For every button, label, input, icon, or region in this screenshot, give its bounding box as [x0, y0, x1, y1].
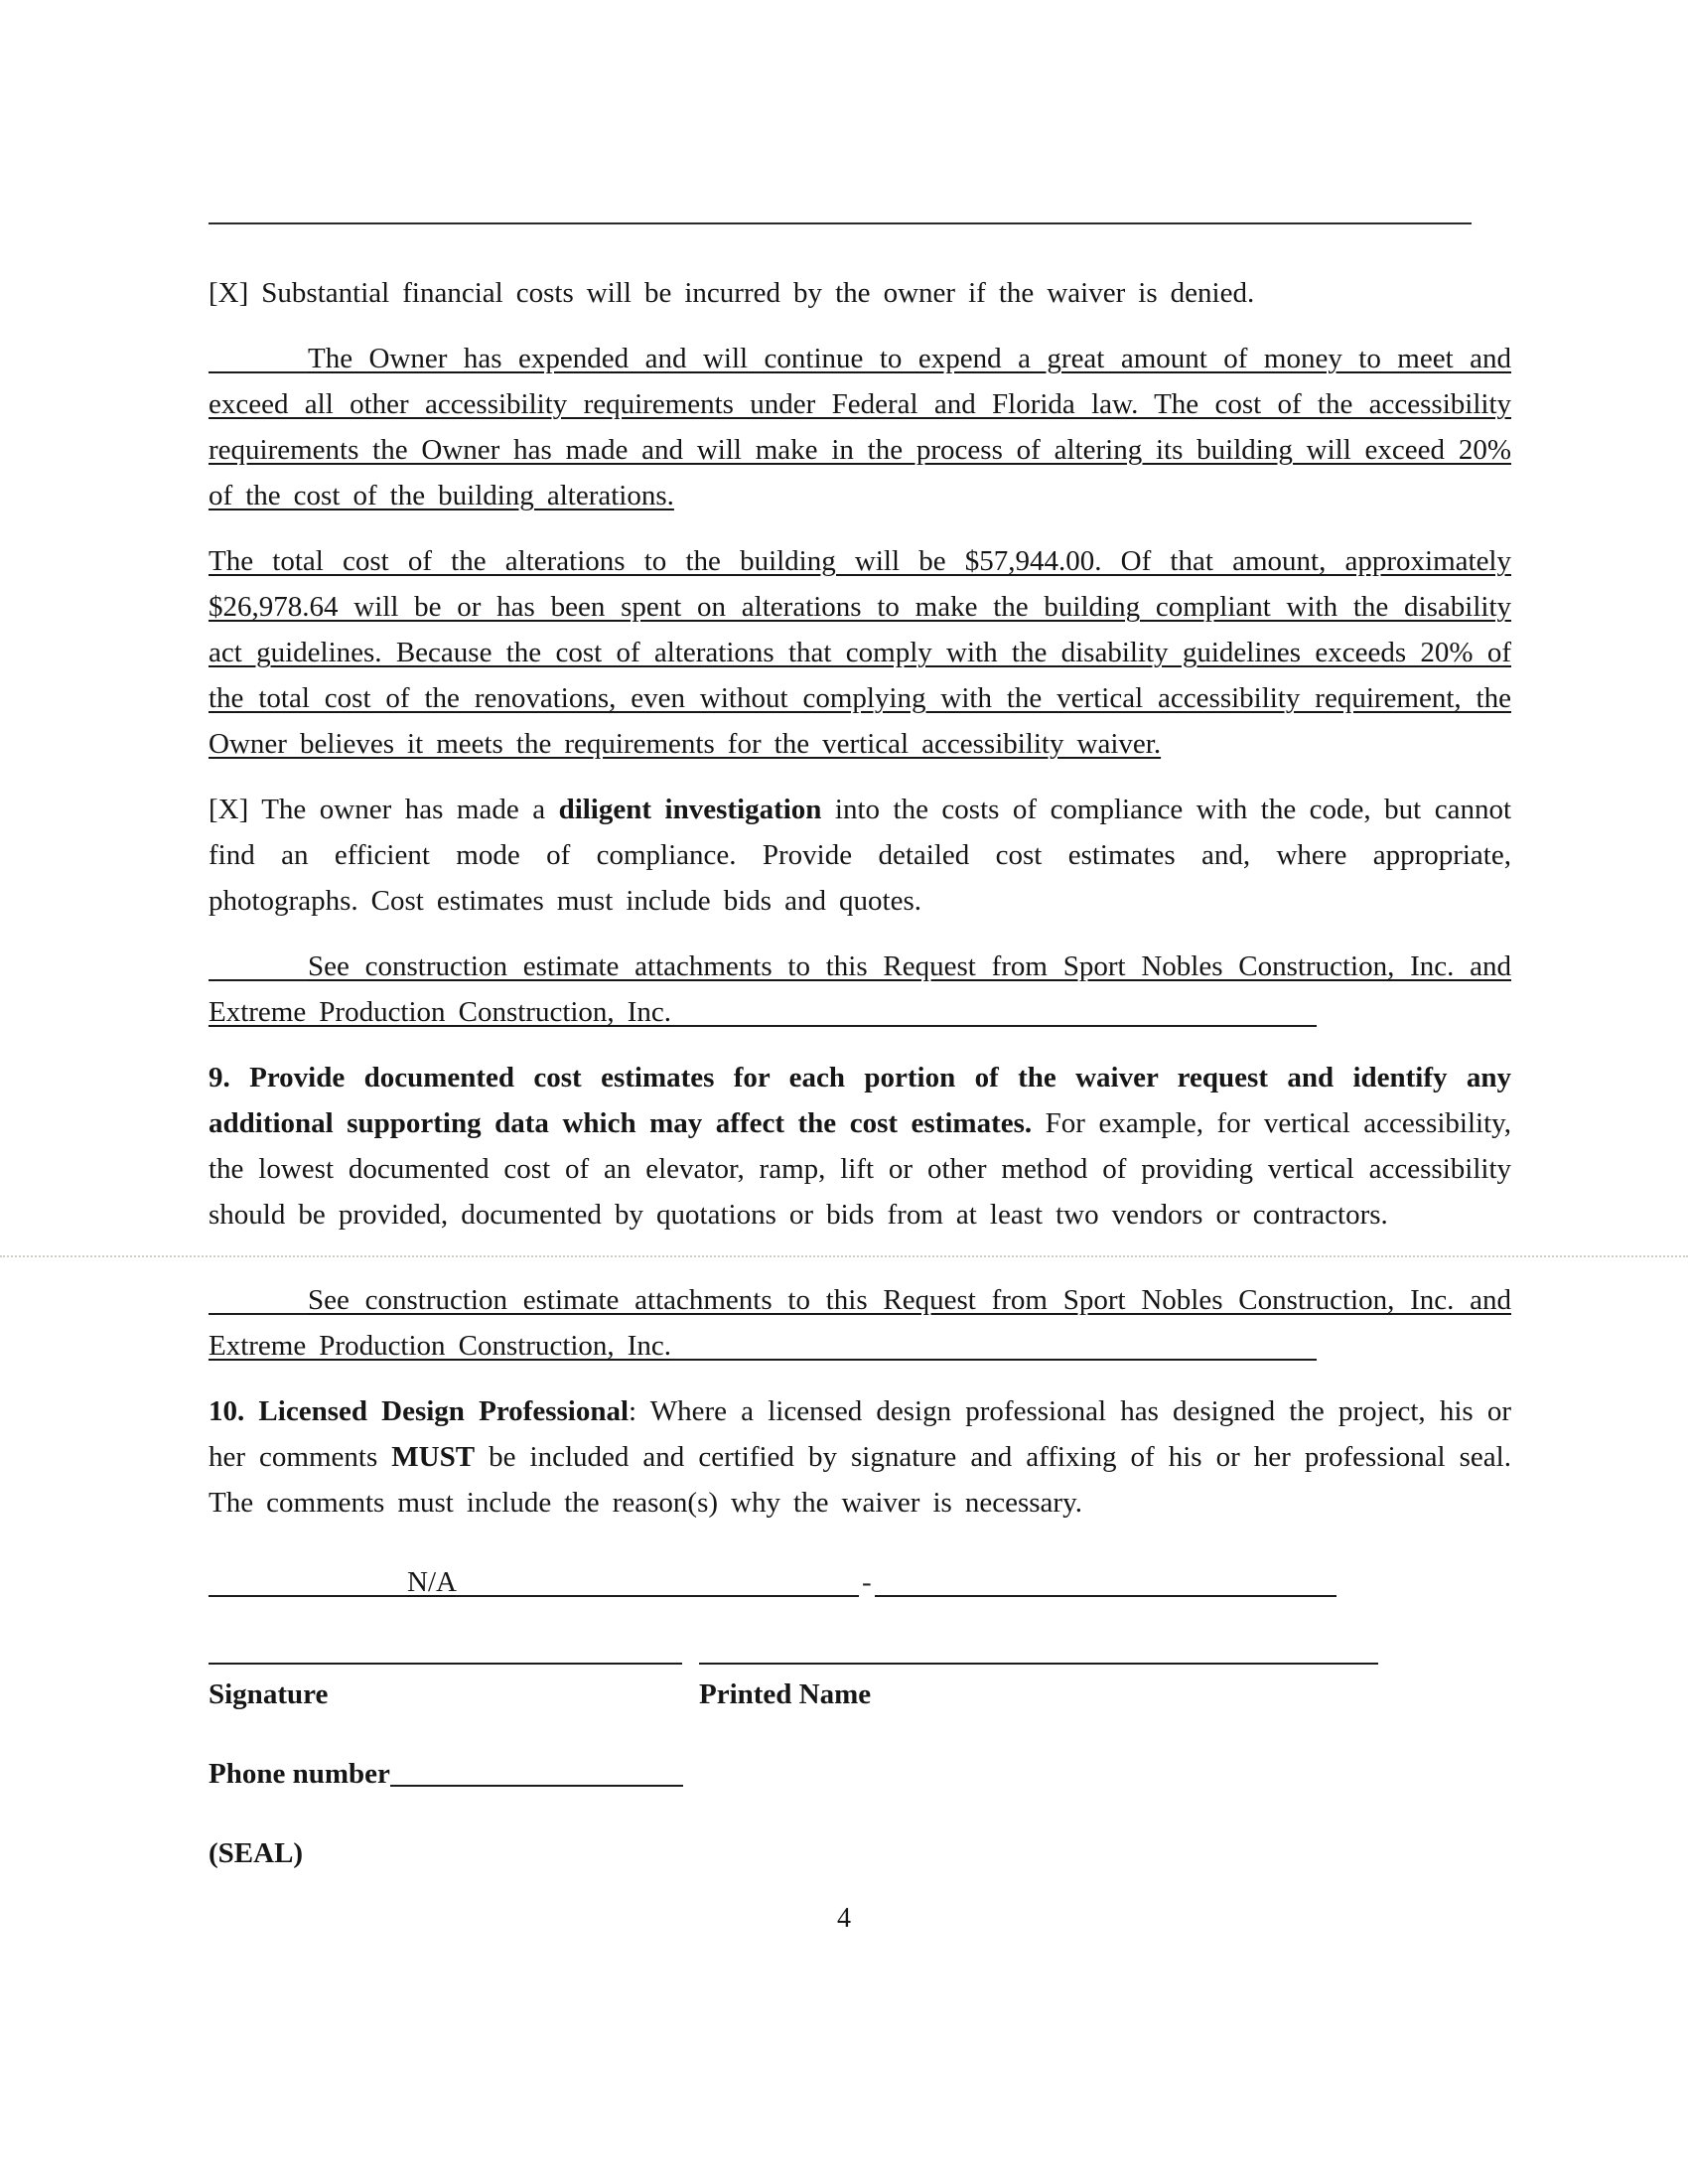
page-number: 4: [837, 1903, 851, 1934]
printed-name-line: [699, 1663, 1378, 1665]
na-text: N/A: [407, 1566, 457, 1598]
see-construction-text: See construction estimate attachments to this Request from Sport Nobles Construction, Inc. and Extreme Production Construction, Inc.: [209, 1284, 1511, 1362]
item-10-bold-lead: 10. Licensed Design Professional: [209, 1395, 630, 1427]
diligent-bold-text: diligent investigation: [558, 794, 822, 825]
underline-tab: [209, 971, 308, 981]
owner-expended-text: The Owner has expended and will continue to expend a great amount of money to meet and exceed all other accessibility requirements under Federal and Florida law. The cost of the accessibility requirements the Owner has made and will make in the process of altering its building will exceed 20% of the cost of the building alterations.: [209, 343, 1511, 511]
see-construction-note-1: [209, 944, 1511, 1035]
underline-fill: [671, 1017, 1317, 1027]
total-cost-paragraph: [209, 538, 1511, 767]
signature-line: [209, 1663, 682, 1665]
item-9-text: For example, for vertical accessibility, the lowest documented cost of an elevator, ramp, lift or other method of providing vertical accessibility should be provided, documented by quotations or bids from at least two vendors or contractors.: [209, 1107, 1511, 1231]
owner-expended-paragraph: [209, 336, 1511, 518]
top-rule: [209, 222, 1472, 224]
underline-tab: [209, 1305, 308, 1315]
see-construction-note-2: [209, 1277, 1511, 1369]
underline-tab: [209, 1587, 407, 1597]
item-10-bold-must: MUST: [391, 1441, 476, 1473]
diligent-suffix-text: into the costs of compliance with the code, but cannot find an efficient mode of compliance. Provide detailed cost estimates and, where appropriate, photographs. Cost estimates must include bids and quotes.: [209, 794, 1512, 917]
phone-number-line: [390, 1777, 683, 1787]
underline-fill: [457, 1587, 859, 1597]
diligent-investigation-paragraph: [209, 787, 1511, 924]
signature-column: [209, 1663, 682, 1714]
total-cost-text: The total cost of the alterations to the building will be $57,944.00. Of that amount, approximately $26,978.64 will be or has been spent on alterations to make the building compliant with the disability act guidelines. Because the cost of alterations that comply with the disability guidelines exceeds 20% of the total cost of the renovations, even without complying with the vertical accessibility requirement, the Owner believes it meets the requirements for the vertical accessibility waiver.: [209, 545, 1511, 760]
item-10-paragraph: [209, 1388, 1511, 1526]
seal-label: (SEAL): [209, 1837, 304, 1869]
phone-number-row: [209, 1754, 1511, 1794]
item-9-bold-text: 9. Provide documented cost estimates for each portion of the waiver request and identify any additional supporting data which may affect the cost estimates.: [209, 1062, 1511, 1139]
printed-name-label: Printed Name: [699, 1678, 872, 1710]
item-10-text-a: : Where a licensed design professional has designed the project, his or her comments: [209, 1395, 1511, 1473]
na-response-line: [209, 1559, 1511, 1605]
item-10-text-b: be included and certified by signature and affixing of his or her professional seal. The comments must include the reason(s) why the waiver is necessary.: [209, 1441, 1511, 1519]
see-construction-text: See construction estimate attachments to this Request from Sport Nobles Construction, Inc. and Extreme Production Construction, Inc.: [209, 950, 1511, 1028]
checkbox-substantial-costs: [X] Substantial financial costs will be incurred by the owner if the waiver is denied.: [209, 277, 1255, 309]
underline-tab: [209, 364, 308, 373]
diligent-prefix-text: [X] The owner has made a: [209, 794, 559, 825]
signature-block: [209, 1663, 1511, 1714]
scan-artifact-line: [0, 1255, 1688, 1257]
item-9-paragraph: [209, 1055, 1511, 1238]
phone-number-label: Phone number: [209, 1758, 390, 1790]
stray-dash-mark: -: [861, 1566, 872, 1598]
underline-fill: [875, 1587, 1336, 1597]
signature-label: Signature: [209, 1678, 329, 1710]
underline-fill: [671, 1351, 1317, 1361]
printed-name-column: [699, 1663, 1378, 1714]
